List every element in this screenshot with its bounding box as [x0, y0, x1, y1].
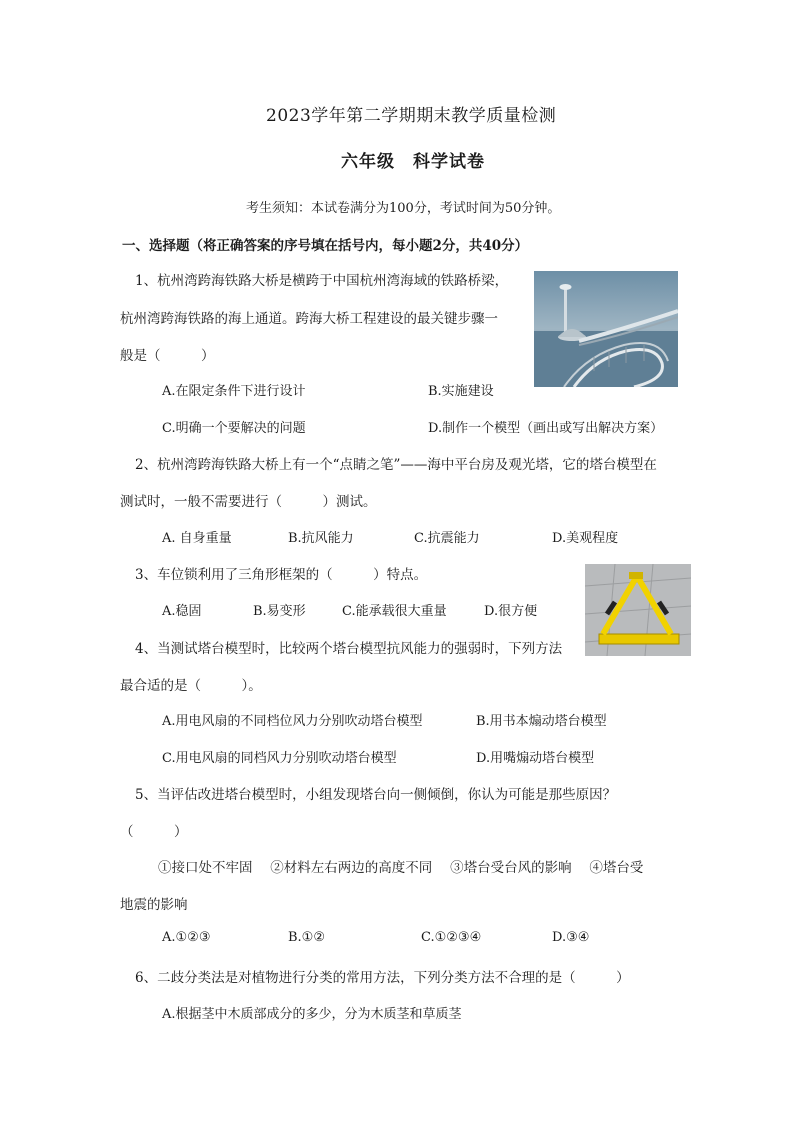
- question-1-line1: 1、杭州湾跨海铁路大桥是横跨于中国杭州湾海域的铁路桥梁，: [135, 273, 509, 289]
- question-5-items-line2: 地震的影响: [120, 897, 188, 913]
- parking-lock-photo: [585, 564, 691, 656]
- question-4-line1: 4、当测试塔台模型时，比较两个塔台模型抗风能力的强弱时，下列方法: [135, 641, 563, 657]
- question-5-line2: （ ）: [120, 824, 188, 840]
- question-6-line1: 6、二歧分类法是对植物进行分类的常用方法，下列分类方法不合理的是（ ）: [135, 970, 630, 986]
- question-3-option-c: C.能承载很大重量: [342, 604, 447, 619]
- question-1-option-b: B.实施建设: [428, 384, 494, 399]
- question-5-option-b: B.①②: [288, 930, 325, 945]
- question-1-option-d: D.制作一个模型（画出或写出解决方案）: [428, 421, 664, 436]
- question-3-option-a: A.稳固: [162, 604, 202, 619]
- question-4-option-c: C.用电风扇的同档风力分别吹动塔台模型: [162, 751, 397, 766]
- question-3-option-d: D.很方便: [484, 604, 538, 619]
- question-2-option-b: B.抗风能力: [288, 531, 354, 546]
- question-1-line3: 般是（ ）: [120, 348, 215, 364]
- question-5-option-c: C.①②③④: [421, 930, 482, 945]
- question-5-option-d: D.③④: [552, 930, 590, 945]
- question-4-option-b: B.用书本煽动塔台模型: [476, 714, 607, 729]
- question-5-option-a: A.①②③: [162, 930, 211, 945]
- question-3-line1: 3、车位锁利用了三角形框架的（ ）特点。: [135, 567, 428, 583]
- exam-subtitle: 六年级 科学试卷: [341, 152, 485, 172]
- question-5-line1: 5、当评估改进塔台模型时，小组发现塔台向一侧倾倒，你认为可能是那些原因？: [135, 787, 617, 803]
- exam-notice: 考生须知：本试卷满分为100分，考试时间为50分钟。: [246, 201, 561, 216]
- section-heading: 一、选择题（将正确答案的序号填在括号内，每小题2分，共40分）: [122, 238, 529, 254]
- question-5-items-line1: ①接口处不牢固 ②材料左右两边的高度不同 ③塔台受台风的影响 ④塔台受: [158, 860, 644, 876]
- question-2-option-c: C.抗震能力: [414, 531, 480, 546]
- question-2-option-a: A. 自身重量: [162, 531, 232, 546]
- question-2-line2: 测试时，一般不需要进行（ ）测试。: [120, 494, 377, 510]
- question-6-option-a: A.根据茎中木质部成分的多少，分为木质茎和草质茎: [162, 1007, 462, 1022]
- exam-title: 2023学年第二学期期末教学质量检测: [266, 106, 557, 126]
- question-2-line1: 2、杭州湾跨海铁路大桥上有一个“点睛之笔”——海中平台房及观光塔，它的塔台模型在: [135, 457, 657, 473]
- question-4-option-a: A.用电风扇的不同档位风力分别吹动塔台模型: [162, 714, 423, 729]
- question-1-option-c: C.明确一个要解决的问题: [162, 421, 306, 436]
- question-4-line2: 最合适的是（ ）。: [120, 678, 262, 694]
- question-1-line2: 杭州湾跨海铁路的海上通道。跨海大桥工程建设的最关键步骤一: [120, 311, 498, 327]
- bridge-photo: [534, 271, 678, 387]
- question-4-option-d: D.用嘴煽动塔台模型: [476, 751, 595, 766]
- question-1-option-a: A.在限定条件下进行设计: [162, 384, 306, 399]
- question-3-option-b: B.易变形: [253, 604, 306, 619]
- question-2-option-d: D.美观程度: [552, 531, 619, 546]
